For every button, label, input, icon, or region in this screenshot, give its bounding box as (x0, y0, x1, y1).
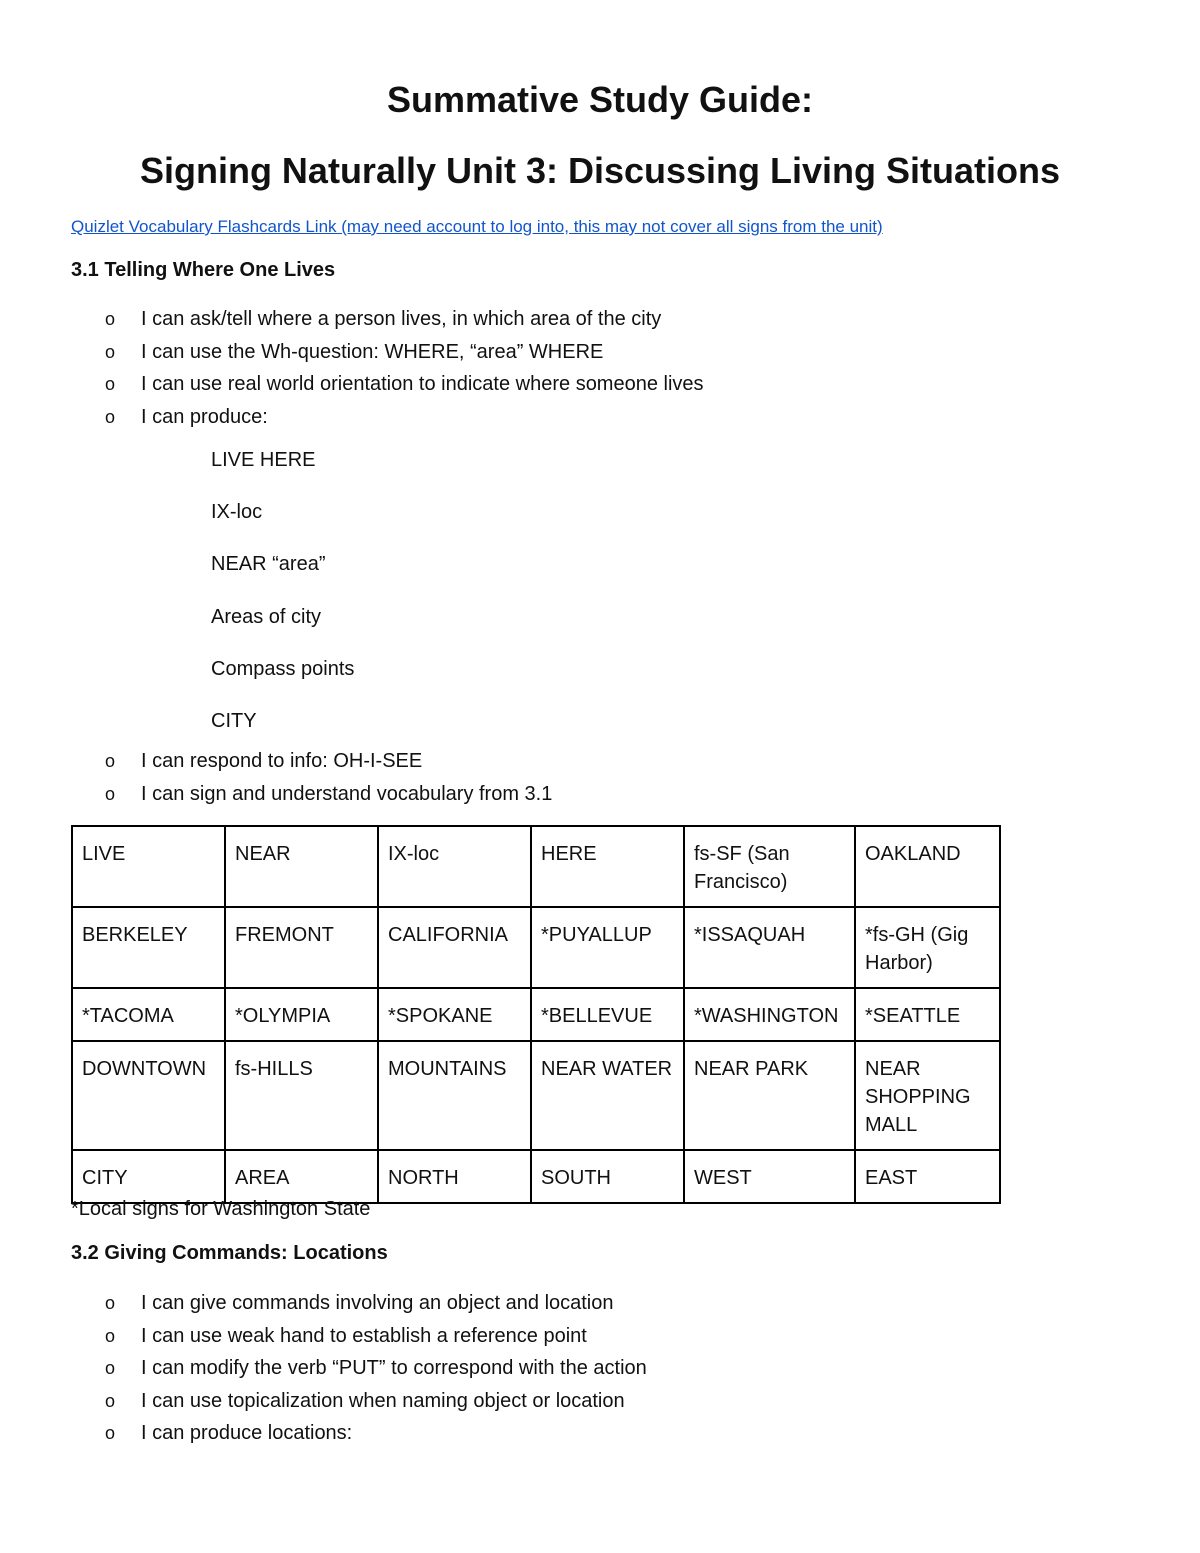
table-cell: NEAR SHOPPING MALL (855, 1041, 1000, 1150)
table-cell: *TACOMA (72, 988, 225, 1041)
produce-item: IX-loc (211, 501, 263, 524)
table-cell: fs-HILLS (225, 1041, 378, 1150)
bullet-marker: o (105, 751, 116, 771)
table-cell: CITY (72, 1150, 225, 1203)
table-cell: *BELLEVUE (531, 988, 684, 1041)
produce-list (211, 447, 354, 760)
bullet-text: I can use weak hand to establish a reference point (141, 1324, 587, 1347)
table-cell: LIVE (72, 826, 225, 907)
table-row (72, 1150, 1000, 1203)
produce-item: NEAR “area” (211, 553, 326, 576)
bullet-text: I can sign and understand vocabulary from 3.1 (141, 782, 553, 805)
title-line-2: Signing Naturally Unit 3: Discussing Living Situations (139, 150, 1061, 191)
table-cell: EAST (855, 1150, 1000, 1203)
table-cell: *WASHINGTON (684, 988, 855, 1041)
bullet-text: I can respond to info: OH-I-SEE (141, 750, 423, 772)
table-cell: *OLYMPIA (225, 988, 378, 1041)
bullet-marker: o (105, 309, 116, 329)
table-cell: AREA (225, 1150, 378, 1203)
table-cell: NEAR PARK (684, 1041, 855, 1150)
table-cell: NORTH (378, 1150, 531, 1203)
table-row (72, 826, 1000, 907)
bullet-marker: o (105, 1390, 116, 1411)
produce-item: LIVE HERE (211, 449, 316, 471)
table-row (72, 1041, 1000, 1150)
bullet-text: I can use the Wh-question: WHERE, “area” WHERE (141, 340, 604, 363)
produce-item: Areas of city (211, 605, 322, 628)
bullet-marker: o (105, 1423, 116, 1443)
title-line-1: Summative Study Guide: (386, 79, 814, 120)
table-cell: NEAR WATER (531, 1041, 684, 1150)
bullet-marker: o (105, 406, 116, 427)
section-3-1-heading: 3.1 Telling Where One Lives (71, 259, 336, 281)
table-cell: *ISSAQUAH (684, 907, 855, 988)
table-cell: *SEATTLE (855, 988, 1000, 1041)
table-cell: OAKLAND (855, 826, 1000, 907)
table-cell: FREMONT (225, 907, 378, 988)
bullet-text: I can use real world orientation to indicate where someone lives (141, 373, 704, 395)
bullet-text: I can produce: (141, 405, 268, 428)
table-cell: SOUTH (531, 1150, 684, 1203)
section-3-2-heading: 3.2 Giving Commands: Locations (71, 1242, 388, 1264)
bullet-marker: o (105, 341, 116, 362)
table-cell: BERKELEY (72, 907, 225, 988)
bullet-marker: o (105, 374, 116, 394)
bullet-marker: o (105, 783, 116, 804)
bullet-text: I can use topicalization when naming object or location (141, 1389, 625, 1412)
table-footnote: *Local signs for Washington State (71, 1198, 371, 1220)
table-row (72, 907, 1000, 988)
quizlet-link[interactable]: Quizlet Vocabulary Flashcards Link (may need account to log into, this may not cover all signs from the unit) (71, 217, 883, 236)
produce-item: CITY (211, 709, 257, 732)
bullet-text: I can modify the verb “PUT” to correspond with the action (141, 1357, 647, 1379)
bullet-text: I can give commands involving an object and location (141, 1292, 614, 1314)
table-cell: fs-SF (San Francisco) (684, 826, 855, 907)
table-cell: *fs-GH (Gig Harbor) (855, 907, 1000, 988)
bullet-text: I can produce locations: (141, 1422, 353, 1444)
table-cell: NEAR (225, 826, 378, 907)
bullet-marker: o (105, 1325, 116, 1346)
table-row (72, 988, 1000, 1041)
table-cell: MOUNTAINS (378, 1041, 531, 1150)
table-cell: *PUYALLUP (531, 907, 684, 988)
table-cell: IX-loc (378, 826, 531, 907)
produce-item: Compass points (211, 657, 355, 680)
bullet-text: I can ask/tell where a person lives, in which area of the city (141, 308, 662, 330)
table-cell: DOWNTOWN (72, 1041, 225, 1150)
table-cell: *SPOKANE (378, 988, 531, 1041)
vocabulary-table (71, 825, 1001, 1204)
bullet-marker: o (105, 1293, 116, 1313)
bullet-marker: o (105, 1358, 116, 1378)
table-cell: CALIFORNIA (378, 907, 531, 988)
table-cell: HERE (531, 826, 684, 907)
table-cell: WEST (684, 1150, 855, 1203)
